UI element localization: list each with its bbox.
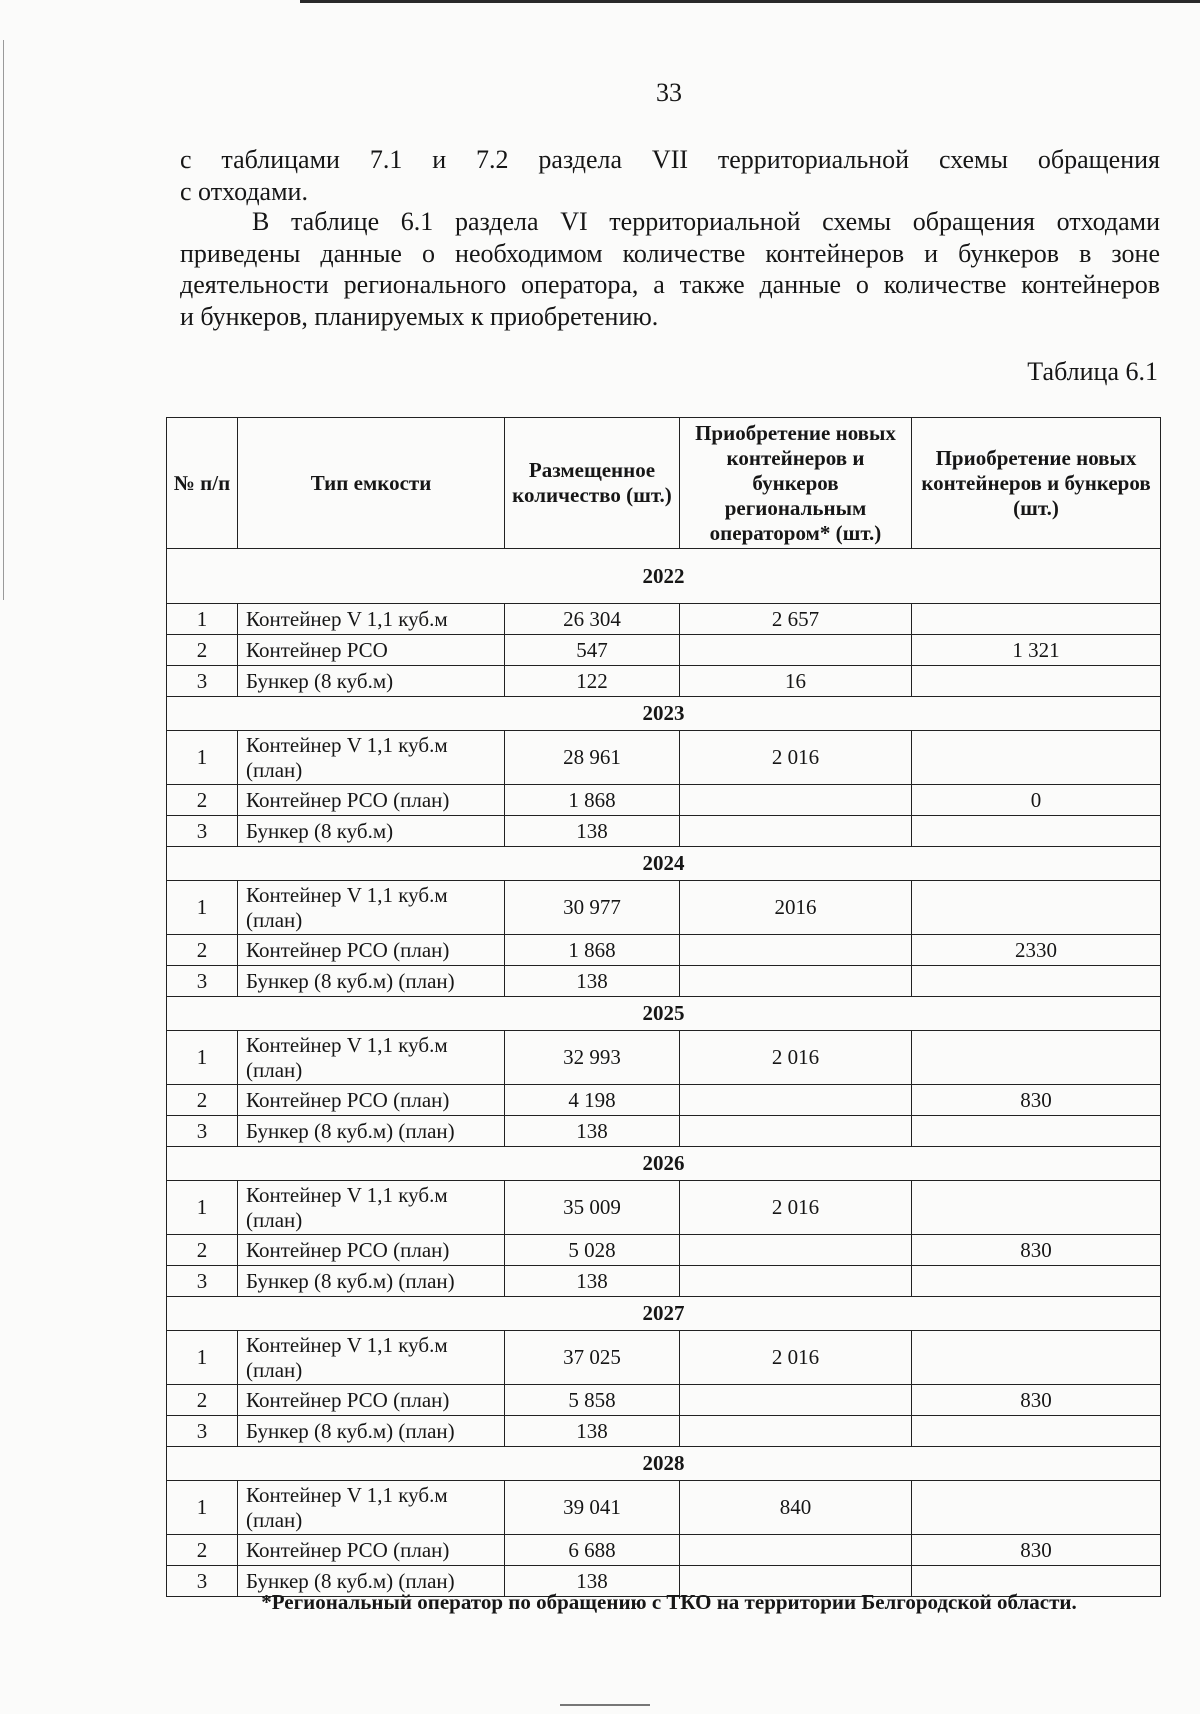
table-row [167,881,1161,935]
cell-new: 1 321 [912,635,1161,666]
cell-placed: 28 961 [505,731,680,785]
cell-regop [680,1085,912,1116]
year-row [167,1297,1161,1331]
year-label: 2025 [167,997,1161,1031]
cell-placed: 37 025 [505,1331,680,1385]
cell-num: 1 [167,1031,238,1085]
cell-new [912,1266,1161,1297]
cell-num: 2 [167,785,238,816]
cell-regop: 16 [680,666,912,697]
year-row [167,549,1161,604]
cell-num: 2 [167,1535,238,1566]
table-row [167,604,1161,635]
cell-new [912,731,1161,785]
cell-placed: 32 993 [505,1031,680,1085]
cell-num: 2 [167,1085,238,1116]
cell-regop [680,1266,912,1297]
year-label: 2028 [167,1447,1161,1481]
cell-type: Контейнер V 1,1 куб.м (план) [238,1331,505,1385]
cell-new [912,1116,1161,1147]
year-label: 2023 [167,697,1161,731]
cell-placed: 547 [505,635,680,666]
year-label: 2022 [167,549,1161,604]
year-row [167,997,1161,1031]
cell-type: Контейнер V 1,1 куб.м (план) [238,1031,505,1085]
cell-new [912,816,1161,847]
table-row [167,1481,1161,1535]
cell-placed: 6 688 [505,1535,680,1566]
cell-regop: 2 016 [680,1031,912,1085]
cell-regop [680,635,912,666]
table-caption: Таблица 6.1 [1027,357,1158,386]
cell-type: Контейнер V 1,1 куб.м [238,604,505,635]
cell-placed: 39 041 [505,1481,680,1535]
cell-regop [680,935,912,966]
cell-new [912,1481,1161,1535]
cell-regop: 2 016 [680,1331,912,1385]
table-row [167,1116,1161,1147]
scan-edge-left [3,40,4,600]
cell-placed: 30 977 [505,881,680,935]
table-row [167,1031,1161,1085]
cell-regop [680,1535,912,1566]
table-row [167,816,1161,847]
cell-num: 2 [167,935,238,966]
cell-type: Контейнер V 1,1 куб.м (план) [238,1481,505,1535]
cell-num: 3 [167,966,238,997]
cell-new: 830 [912,1235,1161,1266]
cell-placed: 26 304 [505,604,680,635]
year-row [167,847,1161,881]
cell-placed: 1 868 [505,785,680,816]
cell-type: Контейнер V 1,1 куб.м (план) [238,731,505,785]
cell-placed: 138 [505,1566,680,1597]
table-row [167,1235,1161,1266]
cell-num: 2 [167,1235,238,1266]
cell-new: 830 [912,1385,1161,1416]
cell-regop: 2 016 [680,731,912,785]
cell-type: Бункер (8 куб.м) (план) [238,1566,505,1597]
cell-num: 1 [167,604,238,635]
cell-num: 3 [167,1266,238,1297]
table-row [167,1535,1161,1566]
cell-new [912,1331,1161,1385]
cell-new [912,1031,1161,1085]
cell-new: 0 [912,785,1161,816]
cell-type: Бункер (8 куб.м) [238,816,505,847]
cell-placed: 4 198 [505,1085,680,1116]
scan-mark-bottom [560,1704,650,1706]
cell-regop: 2016 [680,881,912,935]
cell-new [912,604,1161,635]
paragraph-line: деятельности регионального оператора, а также данные о количестве контейнеров [180,270,1160,299]
cell-new: 830 [912,1535,1161,1566]
year-row [167,697,1161,731]
cell-placed: 35 009 [505,1181,680,1235]
cell-num: 3 [167,816,238,847]
table-row [167,731,1161,785]
header-num: № п/п [167,418,238,549]
cell-type: Контейнер РСО (план) [238,935,505,966]
cell-new: 2330 [912,935,1161,966]
year-row [167,1147,1161,1181]
cell-num: 1 [167,1481,238,1535]
cell-placed: 5 858 [505,1385,680,1416]
table-row [167,1181,1161,1235]
cell-placed: 138 [505,1266,680,1297]
table-row [167,1331,1161,1385]
cell-num: 1 [167,731,238,785]
table-header-row [167,418,1161,549]
year-row [167,1447,1161,1481]
cell-placed: 1 868 [505,935,680,966]
table-row [167,1085,1161,1116]
table-row [167,1266,1161,1297]
cell-new [912,1416,1161,1447]
cell-new [912,666,1161,697]
cell-type: Контейнер РСО (план) [238,1385,505,1416]
year-label: 2024 [167,847,1161,881]
table-row [167,635,1161,666]
header-placed: Размещенное количество (шт.) [505,418,680,549]
paragraph-continuation [180,144,1160,207]
cell-num: 2 [167,635,238,666]
cell-type: Контейнер V 1,1 куб.м (план) [238,881,505,935]
cell-num: 3 [167,1116,238,1147]
cell-type: Бункер (8 куб.м) (план) [238,1416,505,1447]
cell-num: 1 [167,1331,238,1385]
paragraph-line: с отходами. [180,176,308,206]
cell-placed: 138 [505,1116,680,1147]
cell-type: Контейнер РСО (план) [238,785,505,816]
cell-num: 2 [167,1385,238,1416]
cell-type: Контейнер РСО (план) [238,1235,505,1266]
cell-regop [680,966,912,997]
paragraph-line: с таблицами 7.1 и 7.2 раздела VII территориальной схемы обращения [180,145,1160,174]
table-row [167,966,1161,997]
cell-placed: 5 028 [505,1235,680,1266]
paragraph-line: приведены данные о необходимом количестве контейнеров и бункеров в зоне [180,238,1160,268]
table-row [167,1385,1161,1416]
year-label: 2027 [167,1297,1161,1331]
cell-num: 3 [167,1566,238,1597]
cell-type: Бункер (8 куб.м) (план) [238,1116,505,1147]
table-row [167,785,1161,816]
cell-new [912,966,1161,997]
table-row [167,666,1161,697]
cell-placed: 138 [505,966,680,997]
paragraph-line: и бункеров, планируемых к приобретению. [180,301,659,331]
paragraph-table-intro [180,206,1160,332]
paragraph-line: В таблице 6.1 раздела VI территориальной схемы обращения отходами [252,207,1160,236]
scan-edge-top [300,0,1200,3]
cell-regop [680,1385,912,1416]
cell-new [912,1181,1161,1235]
cell-num: 1 [167,1181,238,1235]
header-regop: Приобретение новых контейнеров и бункеров региональным оператором* (шт.) [680,418,912,549]
cell-type: Контейнер РСО [238,635,505,666]
cell-regop: 840 [680,1481,912,1535]
cell-type: Контейнер РСО (план) [238,1085,505,1116]
cell-num: 1 [167,881,238,935]
cell-new: 830 [912,1085,1161,1116]
cell-regop: 2 016 [680,1181,912,1235]
year-label: 2026 [167,1147,1161,1181]
cell-type: Бункер (8 куб.м) (план) [238,966,505,997]
cell-placed: 138 [505,816,680,847]
cell-regop [680,1416,912,1447]
containers-table [166,417,1161,1597]
cell-type: Контейнер V 1,1 куб.м (план) [238,1181,505,1235]
table-row [167,1416,1161,1447]
header-type: Тип емкости [238,418,505,549]
table-body [167,549,1161,1597]
cell-regop: 2 657 [680,604,912,635]
cell-placed: 138 [505,1416,680,1447]
cell-num: 3 [167,1416,238,1447]
cell-regop [680,1116,912,1147]
cell-regop [680,1235,912,1266]
table-row [167,935,1161,966]
cell-num: 3 [167,666,238,697]
cell-regop [680,816,912,847]
cell-new [912,881,1161,935]
cell-type: Контейнер РСО (план) [238,1535,505,1566]
footnote: *Региональный оператор по обращению с ТКО на территории Белгородской области. [261,1590,1077,1614]
cell-regop [680,785,912,816]
header-new: Приобретение новых контейнеров и бункеров (шт.) [912,418,1161,549]
cell-type: Бункер (8 куб.м) (план) [238,1266,505,1297]
cell-type: Бункер (8 куб.м) [238,666,505,697]
cell-placed: 122 [505,666,680,697]
page-number: 33 [656,78,682,107]
